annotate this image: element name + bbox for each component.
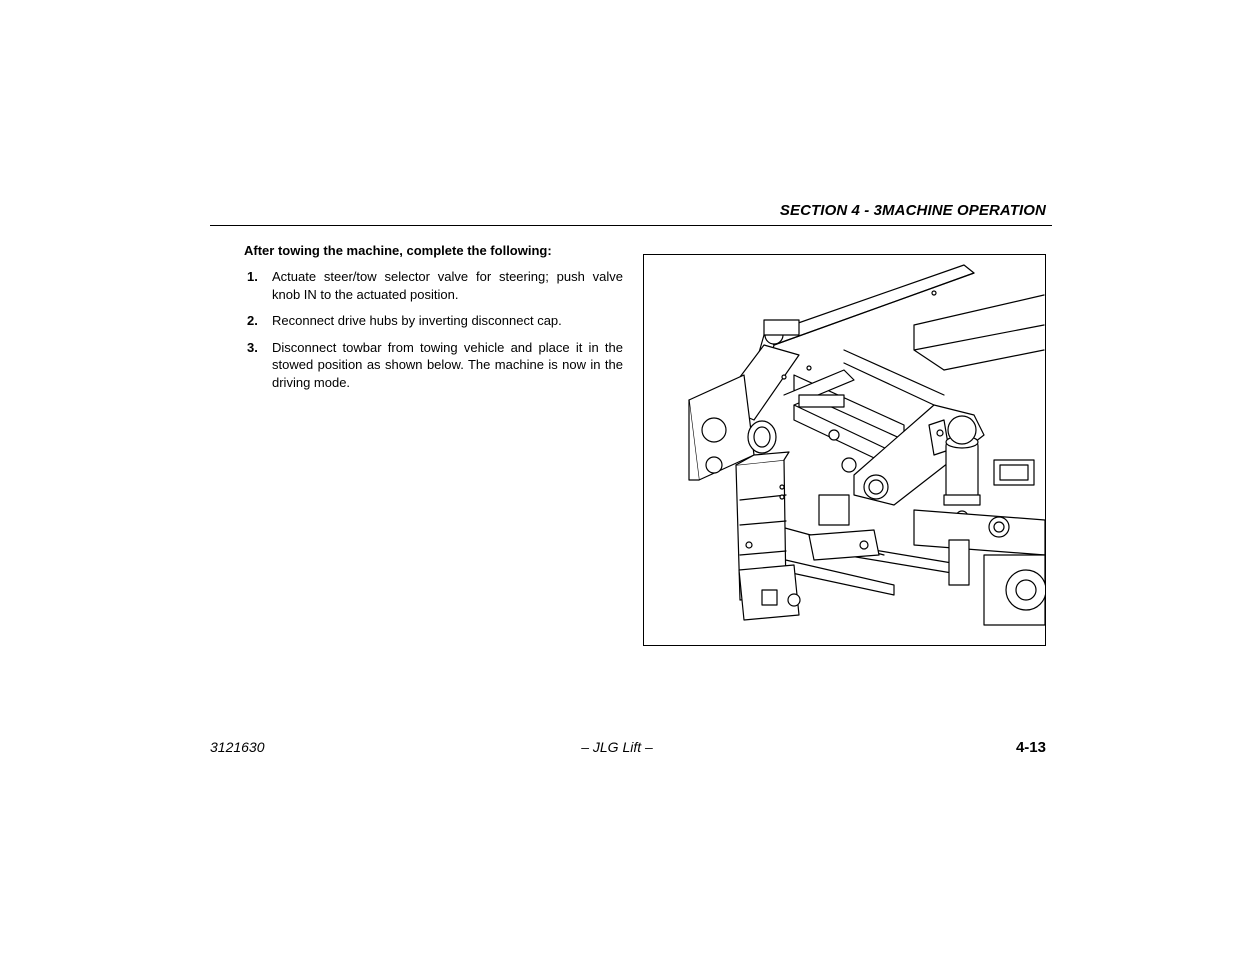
step-text: Disconnect towbar from towing vehicle and place it in the stowed position as shown below. The machine is now in the driving mode. — [272, 339, 623, 390]
step-number: 2. — [247, 313, 258, 328]
machine-chassis-illustration-icon — [644, 255, 1045, 645]
page-number: 4-13 — [1015, 739, 1046, 756]
step-text: Reconnect drive hubs by inverting disconnect cap. — [272, 313, 562, 328]
section-title: SECTION 4 - 3MACHINE OPERATION — [779, 202, 1046, 219]
intro-text: After towing the machine, complete the following: — [244, 243, 552, 258]
steps-list — [244, 268, 623, 400]
step-number: 3. — [247, 339, 258, 355]
list-item — [244, 312, 623, 330]
towbar-figure — [643, 254, 1046, 646]
doc-number: 3121630 — [210, 739, 265, 755]
header-divider — [210, 225, 1052, 226]
list-item — [244, 339, 623, 392]
step-text: Actuate steer/tow selector valve for steering; push valve knob IN to the actuated position. — [272, 269, 623, 302]
footer-publisher: – JLG Lift – — [581, 739, 653, 755]
list-item — [244, 268, 623, 303]
step-number: 1. — [247, 269, 258, 284]
